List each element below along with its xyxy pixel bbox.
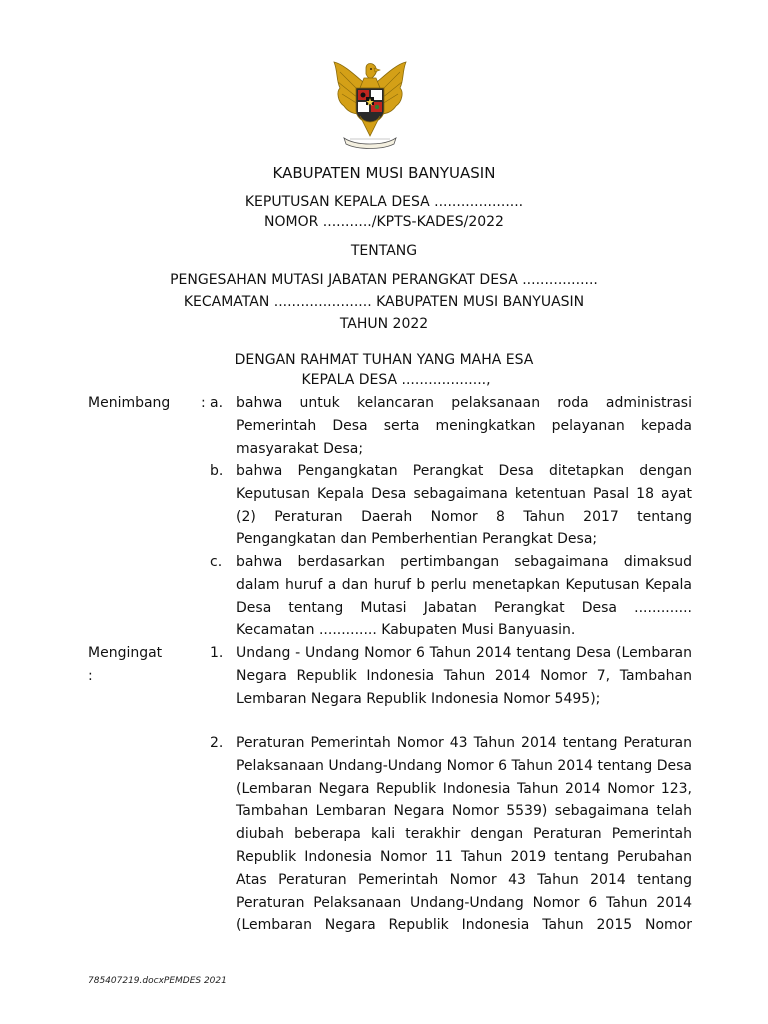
invocation: DENGAN RAHMAT TUHAN YANG MAHA ESA — [234, 352, 534, 368]
item-text: Peraturan Pemerintah Nomor 43 Tahun 2014 tentang Peraturan Pelaksanaan Undang-Undang Nomor 6 Tahun 2014 tentang Desa (Lembaran Negara Republik Indonesia Tahun 2014 Nomor 123, Tambahan Lembaran Negara Nomor 5539) sebagaimana telah diubah beberapa kali terakhir dengan Peraturan Pemerintah Republik Indonesia Nomor 11 Tahun 2019 tentang Perubahan Atas Peraturan Pemerintah Nomor 43 Tahun 2014 tentang Peraturan Pelaksanaan Undang-Undang Nomor 6 Tahun 2014 (Lembaran Negara Republik Indonesia Tahun 2015 Nomor — [236, 735, 692, 934]
menimbang-item-a — [210, 392, 692, 460]
subject-line-2: KECAMATAN ...................... KABUPATEN MUSI BANYUASIN — [183, 294, 585, 310]
menimbang-colon: : — [201, 395, 206, 411]
about-heading: TENTANG — [350, 243, 418, 259]
mengingat-colon: : — [88, 668, 93, 684]
decree-title: KEPUTUSAN KEPALA DESA .................... — [244, 194, 524, 210]
menimbang-item-c — [210, 551, 692, 642]
item-marker: b. — [210, 463, 224, 479]
subject-line-3: TAHUN 2022 — [339, 316, 429, 332]
mengingat-label: Mengingat — [88, 645, 163, 661]
decree-number: NOMOR .........../KPTS-KADES/2022 — [264, 214, 504, 230]
menimbang-label: Menimbang — [88, 395, 171, 411]
mengingat-item-2 — [210, 732, 692, 937]
item-text: bahwa Pengangkatan Perangkat Desa ditetapkan dengan Keputusan Kepala Desa sebagaimana ketentuan Pasal 18 ayat (2) Peraturan Daerah Nomor 8 Tahun 2017 tentang Pengangkatan dan Pemberhentian Perangkat Desa; — [236, 463, 692, 548]
subject-line-1: PENGESAHAN MUTASI JABATAN PERANGKAT DESA ................. — [170, 272, 598, 288]
item-marker: 1. — [210, 645, 224, 661]
menimbang-item-b — [210, 460, 692, 551]
item-text: bahwa untuk kelancaran pelaksanaan roda administrasi Pemerintah Desa serta meningkatkan pelayanan kepada masyarakat Desa; — [236, 395, 692, 457]
item-marker: a. — [210, 395, 224, 411]
item-marker: c. — [210, 554, 223, 570]
regency-title: KABUPATEN MUSI BANYUASIN — [272, 164, 496, 182]
mengingat-item-1 — [210, 642, 692, 710]
issuer: KEPALA DESA ..................., — [301, 372, 491, 388]
garuda-emblem-icon — [330, 58, 410, 154]
footer-filename: 785407219.docxPEMDES 2021 — [88, 976, 227, 986]
item-text: Undang - Undang Nomor 6 Tahun 2014 tentang Desa (Lembaran Negara Republik Indonesia Tahun 2014 Nomor 7, Tambahan Lembaran Negara Republik Indonesia Nomor 5495); — [236, 645, 692, 707]
item-marker: 2. — [210, 735, 224, 751]
item-text: bahwa berdasarkan pertimbangan sebagaimana dimaksud dalam huruf a dan huruf b perlu menetapkan Keputusan Kepala Desa tentang Mutasi Jabatan Perangkat Desa ............. Kecamatan ............. Kabupaten Musi Banyuasin. — [236, 554, 692, 639]
